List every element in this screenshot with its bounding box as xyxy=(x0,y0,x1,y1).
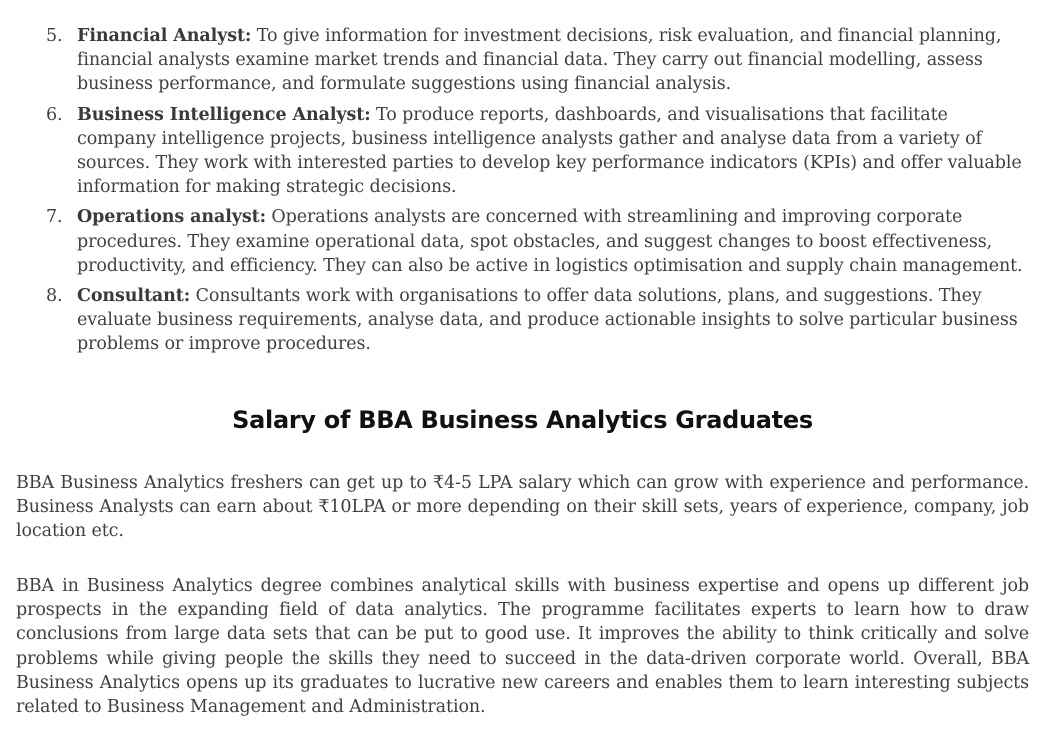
section-heading: Salary of BBA Business Analytics Graduates xyxy=(232,406,813,434)
list-item-number: 8. xyxy=(46,286,63,307)
list-item-text: Operations analysts are concerned with streamlining and improving corporate procedures. They examine operational data, spot obstacles, and suggest changes to boost effectiveness, productivity, and efficiency. They can also be active in logistics optimisation and supply chain management. xyxy=(77,207,1023,276)
list-item-number: 6. xyxy=(46,104,63,125)
list-item xyxy=(0,205,1045,278)
career-roles-list xyxy=(0,24,1045,363)
list-item-number: 5. xyxy=(46,26,63,46)
list-item-term: Operations analyst: xyxy=(77,207,266,228)
list-item xyxy=(0,24,1045,97)
salary-paragraph: BBA Business Analytics freshers can get up to ₹4-5 LPA salary which can grow with experience and performance. Business Analysts can earn about ₹10LPA or more depending on their skill sets, years of experience, company, job location etc. xyxy=(16,473,1029,542)
list-item-text: To give information for investment decisions, risk evaluation, and financial planning, financial analysts examine market trends and financial data. They carry out financial modelling, assess business performance, and formulate suggestions using financial analysis. xyxy=(77,26,1002,95)
list-item-term: Business Intelligence Analyst: xyxy=(77,104,371,125)
list-item xyxy=(0,284,1045,357)
list-item-text: Consultants work with organisations to offer data solutions, plans, and suggestions. They evaluate business requirements, analyse data, and produce actionable insights to solve particular business problems or improve procedures. xyxy=(77,286,1018,355)
list-item-term: Financial Analyst: xyxy=(77,26,252,46)
list-item xyxy=(0,103,1045,200)
list-item-number: 7. xyxy=(46,207,63,228)
list-item-text: To produce reports, dashboards, and visualisations that facilitate company intelligence projects, business intelligence analysts gather and analyse data from a variety of sources. They work with interested parties to develop key performance indicators (KPIs) and offer valuable information for making strategic decisions. xyxy=(77,104,1022,198)
summary-paragraph: BBA in Business Analytics degree combines analytical skills with business expertise and opens up different job prospects in the expanding field of data analytics. The programme facilitates experts to learn how to draw conclusions from large data sets that can be put to good use. It improves the ability to think critically and solve problems while giving people the skills they need to succeed in the data-driven corporate world. Overall, BBA Business Analytics opens up its graduates to lucrative new careers and enables them to learn interesting subjects related to Business Management and Administration. xyxy=(16,576,1029,718)
list-item-term: Consultant: xyxy=(77,286,191,307)
